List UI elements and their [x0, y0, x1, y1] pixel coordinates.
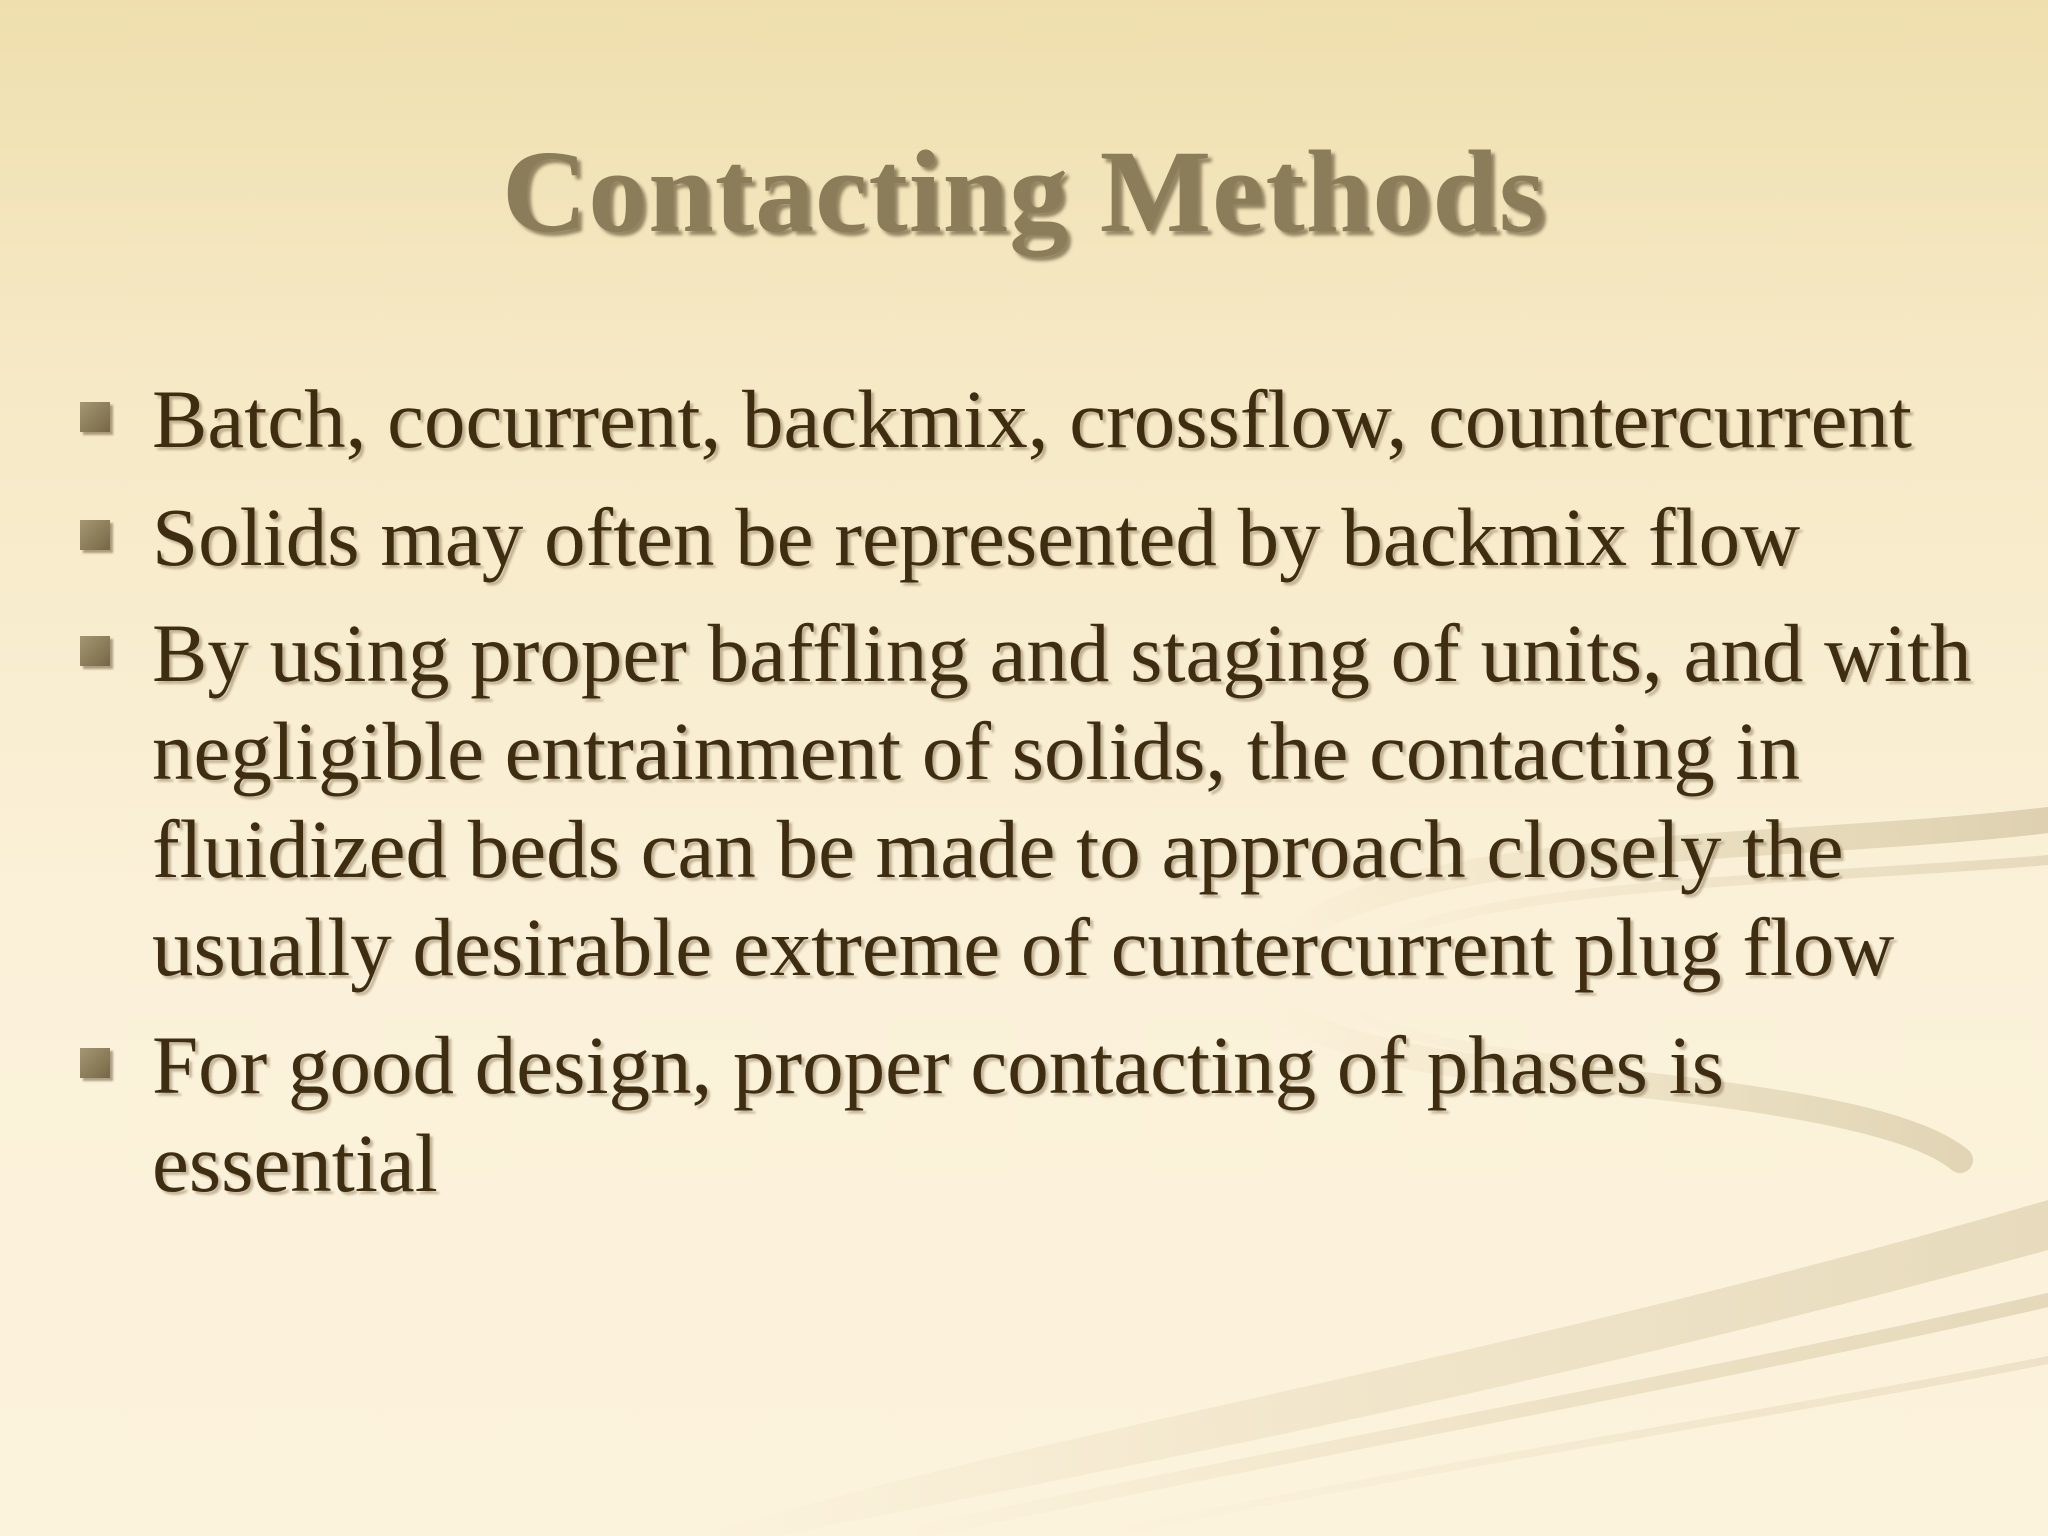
square-bullet-icon: [80, 402, 110, 432]
square-bullet-icon: [80, 636, 110, 666]
bullet-item: [70, 488, 2030, 586]
bullet-item: [70, 370, 2030, 468]
bullet-text: Solids may often be represented by backmix flow: [152, 491, 1801, 583]
square-bullet-icon: [80, 520, 110, 550]
bullet-text: Batch, cocurrent, backmix, crossflow, countercurrent: [152, 373, 1912, 465]
square-bullet-icon: [80, 1048, 110, 1078]
bullet-item: [70, 1016, 2030, 1212]
slide-title: Contacting Methods: [502, 126, 1546, 257]
bullet-text: By using proper baffling and staging of units, and with negligible entrainment of solids, the contacting in fluidized beds can be made to approach closely the usually desirable extreme of cuntercurrent plug flow: [152, 607, 1972, 993]
bullet-list: [70, 370, 2030, 1232]
bullet-text: For good design, proper contacting of phases is essential: [152, 1019, 1725, 1209]
bullet-item: [70, 604, 2030, 996]
